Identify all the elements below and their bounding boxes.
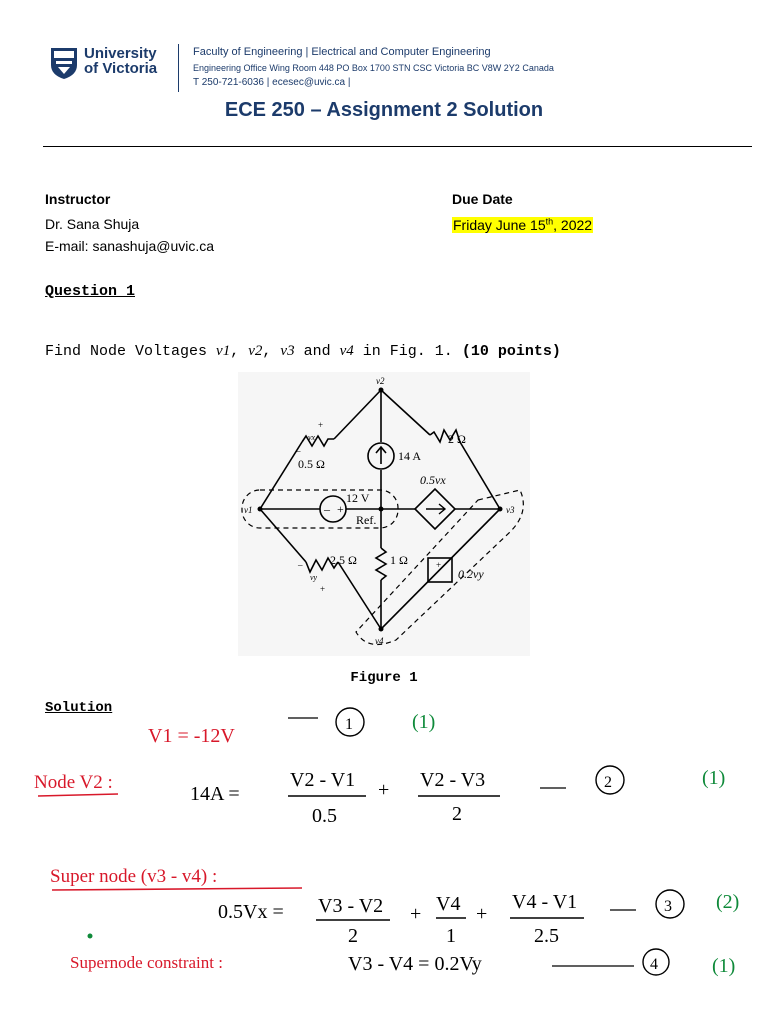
solution-heading: Solution	[45, 700, 113, 716]
question-and: and	[303, 343, 331, 360]
eq3-num3: V4 - V1	[512, 891, 578, 913]
title-rule	[43, 146, 752, 147]
label-r-one: 1 Ω	[390, 553, 408, 567]
university-name	[84, 46, 157, 76]
eq3-plus2: +	[476, 903, 488, 925]
eq2-number: 2	[604, 774, 612, 791]
label-vsource: 12 V	[346, 491, 370, 505]
label-node-v1: v1	[244, 505, 253, 515]
logo-line-1: University	[84, 45, 157, 62]
figure-caption: Figure 1	[350, 670, 418, 686]
dep-vsource-plus: +	[436, 560, 442, 570]
eq3-number: 3	[664, 898, 672, 915]
eq3-plus1: +	[410, 903, 422, 925]
label-r-twohalf: 2.5 Ω	[330, 553, 357, 567]
label-r-half: 0.5 Ω	[298, 457, 325, 471]
question-text: Find Node Voltages v1, v2, v3 and v4 in Fig. 1. (10 points)	[45, 343, 561, 360]
due-date-value	[452, 216, 593, 233]
var-v4: v4	[339, 343, 354, 359]
figure-background	[238, 372, 530, 656]
eq2-points: (1)	[702, 767, 726, 789]
contact-line: T 250-721-6036 | ecesec@uvic.ca |	[193, 77, 351, 88]
faculty-line: Faculty of Engineering | Electrical and Computer Engineering	[193, 46, 491, 58]
label-ref: Ref.	[356, 513, 377, 527]
logo-line-2: of Victoria	[84, 60, 158, 77]
super-node-underline	[52, 888, 302, 890]
label-r-two: 2 Ω	[448, 432, 466, 446]
header-divider	[178, 44, 179, 92]
eq2-lhs: 14A =	[190, 783, 240, 805]
green-dot	[88, 934, 93, 939]
var-v2: v2	[248, 343, 263, 359]
node-v2-underline	[38, 794, 118, 796]
office-address: Engineering Office Wing Room 448 PO Box 1700 STN CSC Victoria BC V8W 2Y2 Canada	[193, 63, 554, 73]
eq2-num1: V2 - V1	[290, 769, 356, 791]
question-points: (10 points)	[461, 343, 561, 360]
due-date-prefix: Friday June 15	[453, 216, 546, 233]
label-vx-minus: –	[296, 446, 301, 456]
eq2-num2: V2 - V3	[420, 769, 486, 791]
due-date-suffix: , 2022	[553, 216, 593, 233]
eq2-plus: +	[378, 779, 390, 801]
instructor-label: Instructor	[45, 191, 111, 207]
label-dep-current: 0.5vx	[420, 473, 446, 487]
label-vy-plus: +	[320, 584, 326, 594]
eq1-points: (1)	[412, 711, 436, 733]
eq3-den1: 2	[348, 925, 358, 947]
label-node-v3: v3	[506, 505, 515, 515]
eq3-num2: V4	[436, 893, 461, 915]
eq2-den1: 0.5	[312, 805, 337, 827]
eq3-points: (2)	[716, 891, 740, 913]
label-vy: vy	[310, 573, 318, 582]
super-node-label: Super node (v3 - v4) :	[50, 866, 218, 887]
eq2-den2: 2	[452, 803, 462, 825]
label-vx-plus: +	[318, 420, 324, 430]
instructor-email: E-mail: sanashuja@uvic.ca	[45, 238, 215, 254]
constraint-label: Supernode constraint :	[70, 953, 223, 972]
due-date-label: Due Date	[452, 191, 513, 207]
label-node-v4: v4	[375, 636, 384, 646]
label-node-v2: v2	[376, 376, 385, 386]
university-shield-logo	[50, 47, 78, 80]
label-vy-minus: –	[298, 560, 303, 570]
vsource-plus: +	[337, 502, 344, 516]
eq3-num1: V3 - V2	[318, 895, 384, 917]
var-v3: v3	[280, 343, 295, 359]
question-prefix: Find Node Voltages	[45, 343, 217, 360]
label-vx: vx	[308, 433, 316, 442]
eq4-number: 4	[650, 956, 658, 973]
question-suffix: in Fig. 1.	[353, 343, 462, 360]
question-heading: Question 1	[45, 283, 136, 300]
eq3-lhs: 0.5Vx =	[218, 901, 284, 923]
circuit-diagram	[238, 372, 530, 656]
node-v2-label: Node V2 :	[34, 772, 113, 793]
var-v1: v1	[216, 343, 231, 359]
eq4-points: (1)	[712, 955, 736, 977]
handwritten-solution	[0, 700, 768, 1024]
eq3-den2: 1	[446, 925, 456, 947]
eq3-den3: 2.5	[534, 925, 559, 947]
instructor-name: Dr. Sana Shuja	[45, 216, 140, 232]
label-dep-voltage: 0.2vy	[458, 567, 484, 581]
label-isource: 14 A	[398, 449, 422, 463]
due-date-sup: th	[545, 216, 554, 226]
document-title: ECE 250 – Assignment 2 Solution	[224, 99, 544, 121]
vsource-minus: –	[324, 502, 330, 516]
eq4-text: V3 - V4 = 0.2Vy	[348, 953, 482, 975]
eq1-number: 1	[345, 716, 353, 733]
eq1-text: V1 = -12V	[148, 725, 235, 747]
